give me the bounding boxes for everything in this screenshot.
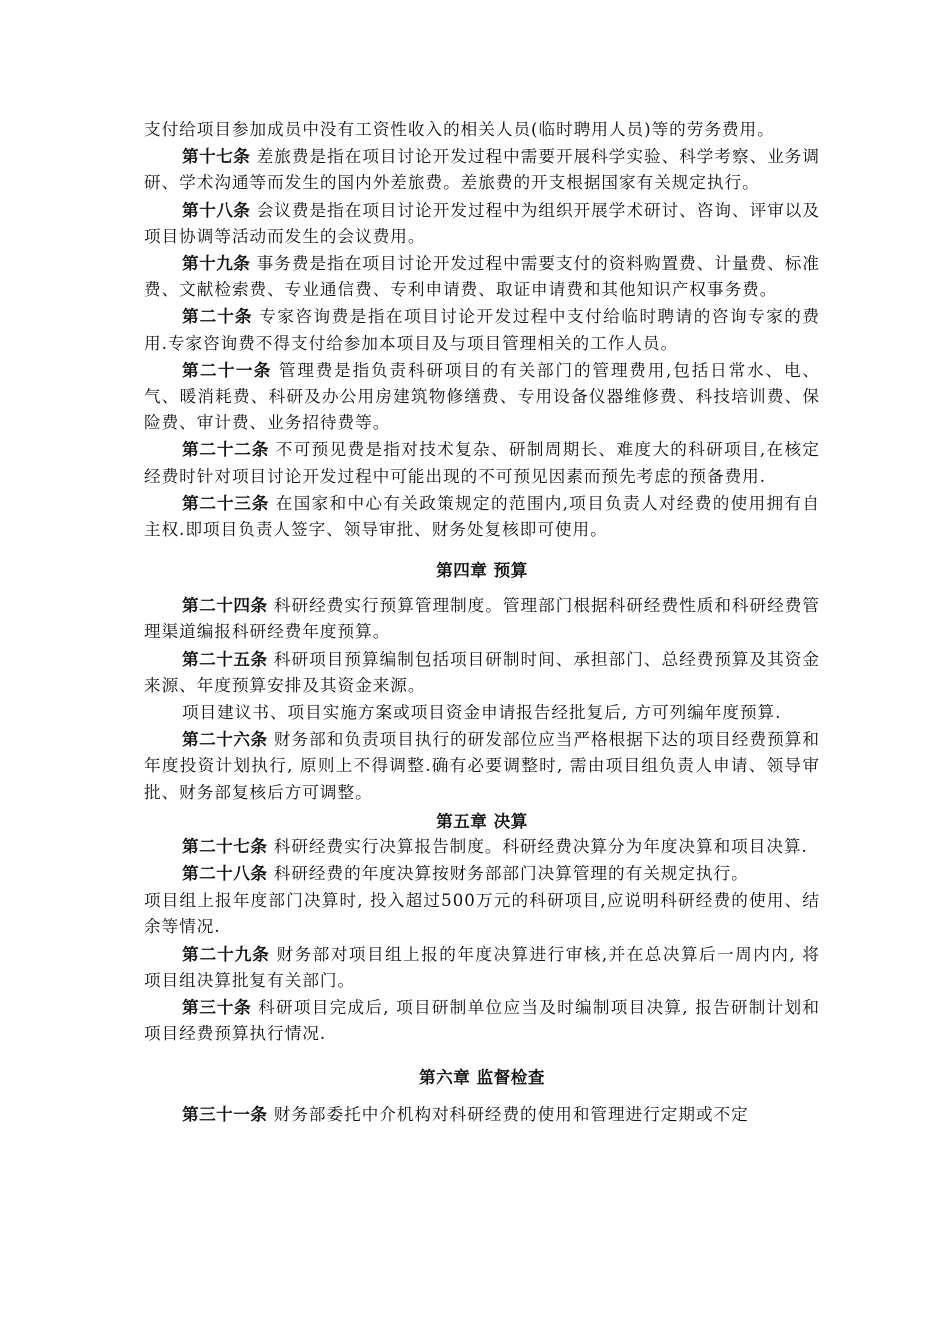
article-number: 第二十三条 bbox=[182, 493, 270, 513]
article-text: 科研经费实行决算报告制度。科研经费决算分为年度决算和项目决算. bbox=[267, 836, 808, 856]
article-number: 第十八条 bbox=[182, 200, 251, 220]
article-text: 事务费是指在项目讨论开发过程中需要支付的资料购置费、计量费、标准费、文献检索费、专业通信费、专利申请费、取证申请费和其他知识产权事务费。 bbox=[144, 254, 821, 300]
chapter-6-heading: 第六章 监督检查 bbox=[419, 1067, 545, 1087]
article-number: 第十九条 bbox=[182, 254, 251, 274]
article-text: 在国家和中心有关政策规定的范围内,项目负责人对经费的使用拥有自主权.即项目负责人签字、领导审批、财务处复核即可使用。 bbox=[144, 493, 820, 540]
article-31 bbox=[144, 1102, 820, 1128]
article-text: 科研经费的年度决算按财务部部门决算管理的有关规定执行。 bbox=[267, 864, 749, 884]
article-22 bbox=[144, 437, 820, 489]
chapter-5-heading: 第五章 决算 bbox=[436, 811, 528, 831]
article-text: 专家咨询费是指在项目讨论开发过程中支付给临时聘请的咨询专家的费用.专家咨询费不得支付给参加本项目及与项目管理相关的工作人员。 bbox=[144, 307, 821, 353]
article-29 bbox=[144, 942, 820, 994]
article-number: 第二十条 bbox=[182, 307, 253, 327]
article-19 bbox=[144, 251, 820, 303]
chapter-4-heading: 第四章 预算 bbox=[436, 561, 528, 581]
article-text: 科研经费实行预算管理制度。管理部门根据科研经费性质和科研经费管理渠道编报科研经费年度预算。 bbox=[144, 596, 820, 642]
paragraph-25-note: 项目建议书、项目实施方案或项目资金申请报告经批复后, 方可列编年度预算. bbox=[182, 703, 782, 723]
article-number: 第三十一条 bbox=[182, 1104, 268, 1124]
article-text: 财务部对项目组上报的年度决算进行审核,并在总决算后一周内内, 将项目组决算批复有关部门。 bbox=[144, 944, 820, 990]
article-25 bbox=[144, 647, 820, 699]
article-number: 第二十四条 bbox=[182, 596, 268, 616]
article-27 bbox=[144, 834, 820, 860]
article-number: 第三十条 bbox=[182, 998, 252, 1018]
article-21 bbox=[144, 358, 820, 437]
article-number: 第二十八条 bbox=[182, 864, 268, 884]
article-number: 第二十二条 bbox=[182, 440, 270, 460]
article-text: 科研项目预算编制包括项目研制时间、承担部门、总经费预算及其资金来源、年度预算安排及其资金来源。 bbox=[144, 649, 820, 695]
paragraph-28-note: 项目组上报年度部门决算时, 投入超过500万元的科研项目,应说明科研经费的使用、结余等情况. bbox=[144, 891, 820, 937]
article-number: 第二十五条 bbox=[182, 649, 268, 669]
article-text: 不可预见费是指对技术复杂、研制周期长、难度大的科研项目,在核定经费时针对项目讨论开发过程中可能出现的不可预见因素而预先考虑的预备费用. bbox=[144, 440, 820, 486]
article-number: 第二十一条 bbox=[182, 360, 272, 380]
article-23 bbox=[144, 491, 820, 543]
article-number: 第二十六条 bbox=[182, 730, 268, 750]
article-18 bbox=[144, 198, 820, 250]
article-20 bbox=[144, 304, 820, 356]
article-text: 财务部委托中介机构对科研经费的使用和管理进行定期或不定 bbox=[267, 1104, 749, 1124]
article-text: 差旅费是指在项目讨论开发过程中需要开展科学实验、科学考察、业务调研、学术沟通等而发生的国内外差旅费。差旅费的开支根据国家有关规定执行。 bbox=[144, 147, 821, 193]
document-page bbox=[144, 117, 820, 1129]
article-17 bbox=[144, 144, 820, 196]
article-text: 财务部和负责项目执行的研发部位应当严格根据下达的项目经费预算和年度投资计划执行, 原则上不得调整.确有必要调整时, 需由项目组负责人申请、领导审批、财务部复核后方可调整。 bbox=[144, 730, 820, 802]
article-24 bbox=[144, 593, 820, 645]
article-number: 第二十九条 bbox=[182, 944, 270, 964]
article-number: 第二十七条 bbox=[182, 836, 268, 856]
article-number: 第十七条 bbox=[182, 147, 251, 167]
article-26 bbox=[144, 727, 820, 806]
article-text: 会议费是指在项目讨论开发过程中为组织开展学术研讨、咨询、评审以及项目协调等活动而发生的会议费用。 bbox=[144, 200, 821, 246]
article-28 bbox=[144, 861, 820, 887]
article-30 bbox=[144, 995, 820, 1047]
article-text: 管理费是指负责科研项目的有关部门的管理费用,包括日常水、电、气、暖消耗费、科研及办公用房建筑物修缮费、专用设备仪器维修费、科技培训费、保险费、审计费、业务招待费等。 bbox=[144, 360, 820, 433]
article-text: 科研项目完成后, 项目研制单位应当及时编制项目决算, 报告研制计划和项目经费预算执行情况. bbox=[144, 998, 821, 1044]
paragraph-cont: 支付给项目参加成员中没有工资性收入的相关人员(临时聘用人员)等的劳务费用。 bbox=[144, 120, 775, 139]
